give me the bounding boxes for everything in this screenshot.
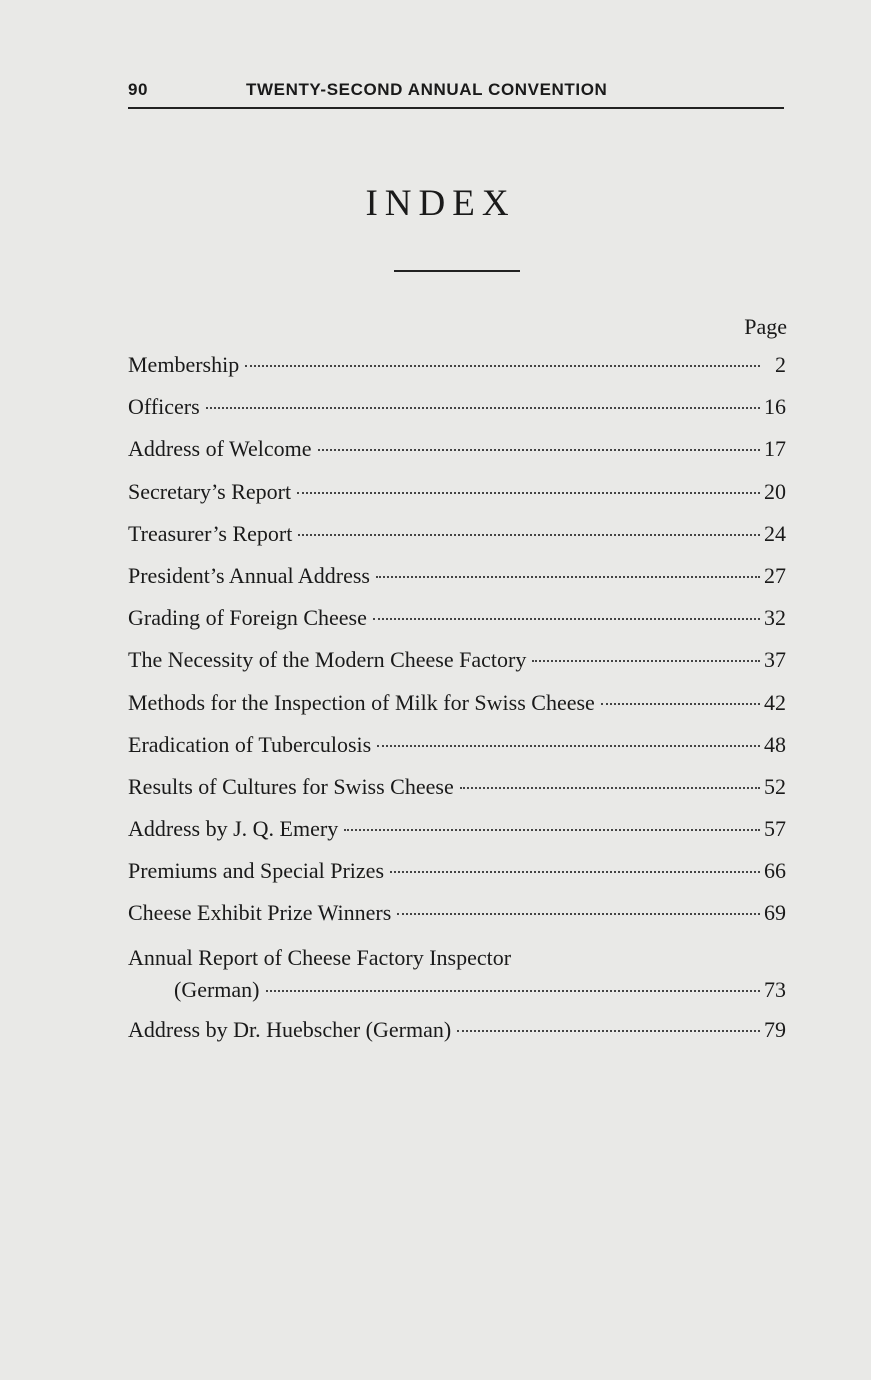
index-entry	[128, 521, 786, 563]
entry-label: Address by J. Q. Emery	[128, 816, 339, 842]
leader-dots	[297, 492, 760, 494]
entry-label: Eradication of Tuberculosis	[128, 731, 372, 757]
entry-label: Treasurer’s Report	[128, 520, 293, 546]
leader-dots	[457, 1030, 760, 1032]
leader-dots	[376, 576, 760, 578]
entry-page: 66	[764, 858, 786, 884]
leader-dots	[344, 829, 760, 831]
entry-label-continued: (German)	[174, 976, 260, 1002]
running-head-title: TWENTY-SECOND ANNUAL CONVENTION	[246, 80, 608, 99]
entry-page: 17	[764, 436, 786, 462]
title-rule	[394, 270, 520, 272]
entry-label: Officers	[128, 394, 200, 420]
leader-dots	[266, 990, 760, 992]
entry-page: 27	[764, 562, 786, 588]
leader-dots	[460, 787, 760, 789]
leader-dots	[390, 871, 760, 873]
entry-label: Membership	[128, 352, 240, 377]
entry-continuation	[128, 973, 786, 1007]
page-column-label: Page	[744, 314, 787, 339]
entry-label: Premiums and Special Prizes	[128, 858, 385, 884]
index-entry	[128, 436, 786, 478]
leader-dots	[601, 703, 760, 705]
entry-page: 79	[764, 1016, 786, 1042]
entry-page: 57	[764, 816, 786, 842]
entry-page: 52	[764, 773, 786, 799]
leader-dots	[245, 365, 760, 367]
leader-dots	[373, 618, 760, 620]
entry-label: Secretary’s Report	[128, 478, 292, 504]
header-rule	[128, 107, 784, 109]
index-list	[128, 352, 786, 1059]
index-entry	[128, 858, 786, 900]
leader-dots	[532, 660, 760, 662]
entry-page: 73	[764, 976, 786, 1002]
entry-label: Address by Dr. Huebscher (German)	[128, 1016, 452, 1042]
entry-label: Grading of Foreign Cheese	[128, 605, 367, 631]
index-entry	[128, 647, 786, 689]
index-entry	[128, 690, 786, 732]
entry-label: Results of Cultures for Swiss Cheese	[128, 773, 454, 799]
index-entry	[128, 732, 786, 774]
index-entry	[128, 563, 786, 605]
index-entry	[128, 943, 786, 1017]
index-entry	[128, 394, 786, 436]
entry-page: 42	[764, 689, 786, 715]
index-entry	[128, 900, 786, 942]
index-title: INDEX	[365, 183, 516, 224]
entry-label: Annual Report of Cheese Factory Inspector	[128, 944, 512, 970]
leader-dots	[397, 913, 760, 915]
page-number: 90	[128, 80, 149, 99]
leader-dots	[206, 407, 760, 409]
index-entry	[128, 352, 786, 394]
index-entry	[128, 1017, 786, 1059]
entry-label: President’s Annual Address	[128, 562, 370, 588]
entry-page: 37	[764, 647, 786, 673]
index-entry	[128, 479, 786, 521]
entry-label: Methods for the Inspection of Milk for Swiss Cheese	[128, 689, 595, 715]
entry-page: 24	[764, 520, 786, 546]
entry-page: 2	[775, 352, 786, 377]
entry-label: Address of Welcome	[128, 436, 312, 462]
entry-label: The Necessity of the Modern Cheese Factory	[128, 647, 527, 673]
entry-page: 69	[764, 900, 786, 926]
leader-dots	[298, 534, 760, 536]
entry-page: 20	[764, 478, 786, 504]
leader-dots	[377, 745, 760, 747]
index-entry	[128, 605, 786, 647]
entry-page: 16	[764, 394, 786, 420]
leader-dots	[318, 449, 760, 451]
entry-label: Cheese Exhibit Prize Winners	[128, 900, 392, 926]
entry-page: 32	[764, 605, 786, 631]
running-head	[128, 76, 784, 104]
index-entry	[128, 816, 786, 858]
index-entry	[128, 774, 786, 816]
entry-page: 48	[764, 731, 786, 757]
